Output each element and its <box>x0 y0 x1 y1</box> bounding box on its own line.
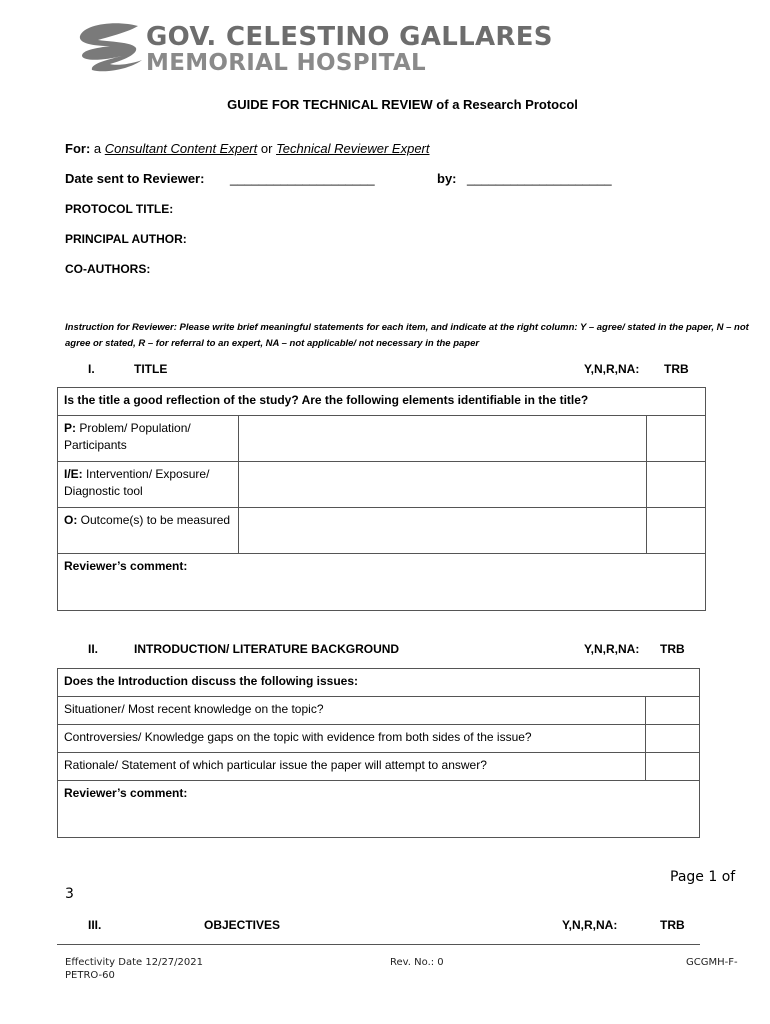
section2-name: INTRODUCTION/ LITERATURE BACKGROUND <box>134 642 400 656</box>
section2-question: Does the Introduction discuss the following issues: <box>58 669 700 697</box>
hospital-logo-icon <box>76 22 146 74</box>
row-label: Controversies/ Knowledge gaps on the topic with evidence from both sides of the issue? <box>58 725 646 753</box>
footer-effectivity: Effectivity Date 12/27/2021 <box>65 957 203 968</box>
principal-author-label: PRINCIPAL AUTHOR: <box>65 232 187 246</box>
document-title: GUIDE FOR TECHNICAL REVIEW of a Research Protocol <box>227 97 578 112</box>
row-answer-cell[interactable] <box>238 462 646 508</box>
table-row <box>58 697 700 725</box>
section2-col-ynrna: Y,N,R,NA: <box>584 642 640 656</box>
table-row <box>58 508 706 554</box>
section1-col-trb: TRB <box>664 362 689 376</box>
table-row <box>58 462 706 508</box>
section3-name: OBJECTIVES <box>204 918 281 932</box>
hospital-name-line2: MEMORIAL HOSPITAL <box>146 50 427 76</box>
for-line <box>65 141 430 156</box>
section1-table <box>57 387 706 611</box>
section2-table <box>57 668 700 838</box>
section2-number: II. <box>88 642 99 656</box>
row-rating-cell[interactable] <box>647 416 706 462</box>
row-label: O: Outcome(s) to be measured <box>58 508 239 554</box>
section2-comment[interactable]: Reviewer’s comment: <box>58 781 700 838</box>
row-answer-cell[interactable] <box>238 416 646 462</box>
row-rating-cell[interactable] <box>646 725 700 753</box>
section3-col-trb: TRB <box>660 918 685 932</box>
table-row <box>58 753 700 781</box>
row-label: Rationale/ Statement of which particular issue the paper will attempt to answer? <box>58 753 646 781</box>
by-field[interactable]: ____________________ <box>467 171 612 186</box>
option-consultant[interactable]: Consultant Content Expert <box>104 141 258 156</box>
row-answer-cell[interactable] <box>238 508 646 554</box>
reviewer-instruction: Instruction for Reviewer: Please write brief meaningful statements for each item, and indicate at the right column: Y – agree/ stated in the paper, N – not agree or stated, R – for referral to an expert, NA – not applicable/ not necessary in the paper <box>65 322 749 349</box>
row-rating-cell[interactable] <box>647 462 706 508</box>
section1-comment[interactable]: Reviewer’s comment: <box>58 554 706 611</box>
for-a: a <box>93 141 102 156</box>
section1-number: I. <box>88 362 95 376</box>
table-row <box>58 416 706 462</box>
co-authors-label: CO-AUTHORS: <box>65 262 151 276</box>
footer-code-tail: PETRO-60 <box>65 970 115 981</box>
section3-col-ynrna: Y,N,R,NA: <box>562 918 618 932</box>
table-row <box>58 725 700 753</box>
date-sent-field[interactable]: ____________________ <box>230 171 375 186</box>
section3-number: III. <box>88 918 102 932</box>
page-number: Page 1 of <box>670 869 736 885</box>
by-label: by: <box>437 171 457 186</box>
section2-col-trb: TRB <box>660 642 685 656</box>
protocol-title-label: PROTOCOL TITLE: <box>65 202 174 216</box>
row-rating-cell[interactable] <box>647 508 706 554</box>
row-label: P: Problem/ Population/ Participants <box>58 416 239 462</box>
footer-rev: Rev. No.: 0 <box>390 957 444 968</box>
for-label: For: <box>65 141 91 156</box>
section1-col-ynrna: Y,N,R,NA: <box>584 362 640 376</box>
row-label: I/E: Intervention/ Exposure/ Diagnostic tool <box>58 462 239 508</box>
row-rating-cell[interactable] <box>646 697 700 725</box>
row-rating-cell[interactable] <box>646 753 700 781</box>
date-sent-label: Date sent to Reviewer: <box>65 171 205 186</box>
footer-code: GCGMH-F- <box>686 957 738 968</box>
section1-question: Is the title a good reflection of the study? Are the following elements identifiable in the title? <box>58 388 706 416</box>
section1-name: TITLE <box>134 362 168 376</box>
page-total: 3 <box>65 886 74 902</box>
footer-divider <box>57 944 700 945</box>
option-technical[interactable]: Technical Reviewer Expert <box>276 141 430 156</box>
for-or: or <box>260 141 273 156</box>
hospital-name-line1: GOV. CELESTINO GALLARES <box>146 22 553 52</box>
row-label: Situationer/ Most recent knowledge on the topic? <box>58 697 646 725</box>
